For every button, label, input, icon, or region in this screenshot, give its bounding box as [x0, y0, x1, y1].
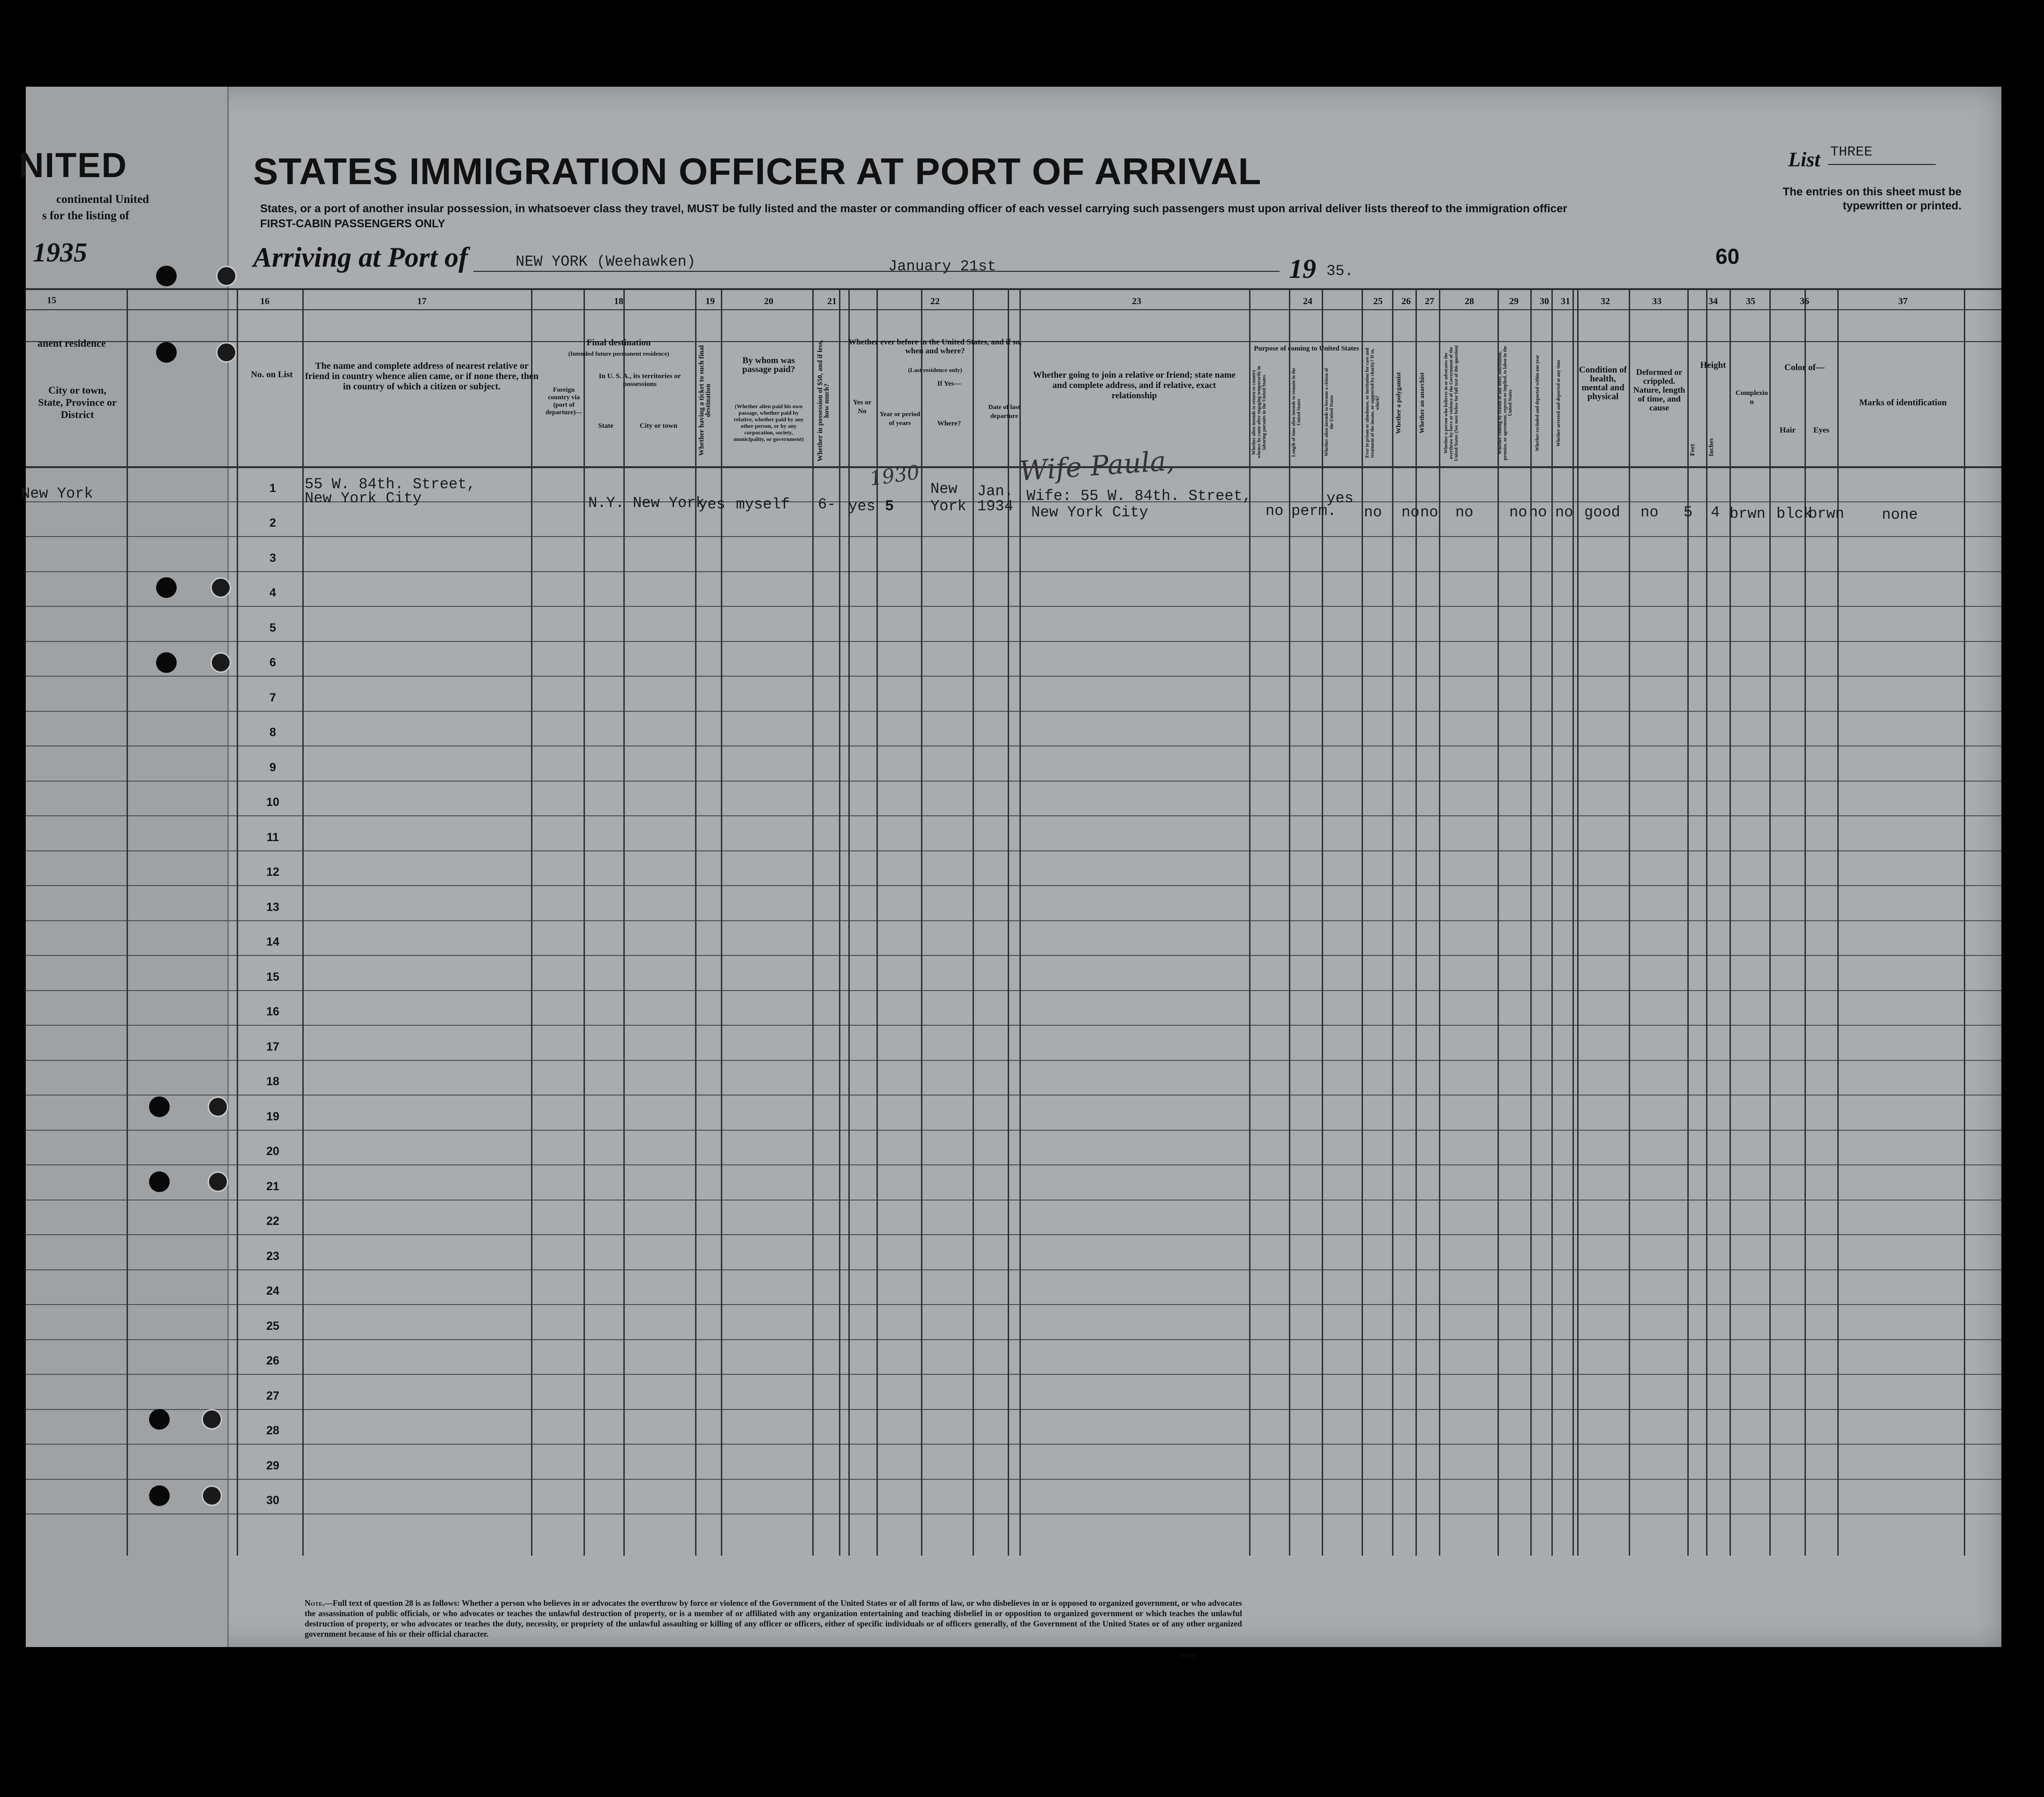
row-line	[26, 606, 2001, 607]
col-32-label: Condition of health, mental and physical	[1579, 365, 1627, 402]
row-line	[26, 1269, 2001, 1270]
col-23-label: Whether going to join a relative or friend; state name and complete address, and if relative, exact relationship	[1033, 370, 1236, 401]
entry-q29: no	[1509, 504, 1527, 521]
entry-polygamist: no	[1401, 504, 1420, 521]
column-line	[1551, 288, 1553, 1556]
entry-departure-line1: Jan.	[977, 483, 1013, 500]
binder-hole	[149, 1096, 170, 1117]
entry-money: 6-	[818, 496, 836, 513]
column-line	[973, 288, 974, 1556]
note-label: Note.	[305, 1598, 325, 1608]
note-text: —Full text of question 28 is as follows: Whether a person who believes in or advocates the overthrow by force or violence of the Government of the United States or of all forms of law, or who disbelieves in or is opposed to organized government, or who advocates the assassination of public officials, or who advocates or teaches the unlawful destruction of property, or is a member of or affiliated with any organization entertaining and teaching disbelief in or opposition to organized government or which teaches the unlawful destruction of property, or who advocates or teaches the duty, necessity, or propriety of the unlawful assaulting or killing of any officer or officers, either of specific individuals or of officers generally, of the Government of the United States or of any other organized government because of his or their official character.	[305, 1598, 1242, 1639]
column-line	[1249, 288, 1250, 1556]
left-residence-value: New York	[21, 485, 93, 502]
row-number: 7	[270, 691, 276, 704]
col-24-sub1: Whether alien intends to return to country whence he came after engaging temporarily in laboring pursuits in the United States	[1251, 366, 1267, 459]
row-line	[26, 1095, 2001, 1096]
column-line	[812, 288, 814, 1556]
entry-city: New York	[633, 494, 705, 512]
row-number: 19	[266, 1110, 279, 1123]
row-line	[26, 955, 2001, 956]
column-line	[1415, 288, 1417, 1556]
entry-before-years: 5	[885, 498, 894, 515]
row-line	[26, 850, 2001, 851]
row-number: 30	[266, 1494, 279, 1507]
row-number: 6	[270, 656, 276, 669]
col-25-number: 25	[1373, 296, 1383, 306]
col-24-sub3: Whether alien intends to become a citizen of the United States	[1324, 368, 1334, 457]
col-37-label: Marks of identification	[1859, 398, 1947, 408]
col-33-number: 33	[1652, 296, 1662, 306]
binder-hole	[216, 266, 237, 286]
entry-before-year-handwritten: 1930	[868, 460, 921, 491]
row-number: 23	[266, 1250, 279, 1263]
entry-inches: 4	[1711, 504, 1720, 521]
row-line	[26, 536, 2001, 537]
row-line	[26, 990, 2001, 991]
col-31-number: 31	[1561, 296, 1570, 306]
column-line	[1497, 288, 1499, 1556]
entry-ticket: yes	[698, 496, 726, 513]
entry-complexion: brwn	[1730, 505, 1766, 522]
col-20-number: 20	[764, 296, 773, 306]
left-subtitle-line1: continental United	[56, 193, 149, 206]
column-line	[1392, 288, 1393, 1556]
row-number: 13	[266, 901, 279, 914]
column-line	[839, 288, 840, 1556]
row-number: 9	[270, 761, 276, 774]
entry-prison: no	[1364, 504, 1382, 521]
year-value: 35.	[1326, 262, 1354, 280]
col-30-label: Whether excluded and deported within one year	[1535, 355, 1540, 451]
column-line	[1706, 288, 1707, 1556]
binder-hole	[156, 652, 177, 673]
binder-hole	[210, 577, 231, 598]
left-year: 1935	[33, 237, 87, 268]
row-number: 20	[266, 1145, 279, 1158]
col-20-sub: (Whether alien paid his own passage, whether paid by relative, whether paid by any other person, or by any corporation, society, municipality, or government)	[734, 403, 804, 442]
entry-join-handwritten: Wife Paula,	[1018, 444, 1176, 487]
column-line	[302, 288, 304, 1556]
row-number: 14	[266, 935, 279, 948]
entry-relative-line2: New York City	[305, 490, 422, 507]
entry-join-line2: New York City	[1031, 504, 1148, 521]
col-28-number: 28	[1465, 296, 1474, 306]
table-top-border	[26, 288, 2001, 290]
row-line	[26, 1374, 2001, 1375]
left-subtitle-line2: s for the listing of	[42, 209, 129, 222]
col-36-hair: Hair	[1780, 425, 1796, 434]
column-line	[695, 288, 696, 1556]
manifest-sheet	[26, 87, 2001, 1647]
col-27-label: Whether an anarchist	[1419, 372, 1426, 434]
col-31-label: Whether arrested and deported at any time	[1556, 359, 1561, 447]
row-number: 26	[266, 1354, 279, 1367]
binder-hole	[208, 1171, 228, 1192]
col-22-where: Where?	[937, 420, 961, 427]
binder-hole	[208, 1096, 228, 1117]
row-line	[26, 1304, 2001, 1305]
column-line	[1687, 288, 1689, 1556]
col-18-state: State	[598, 422, 614, 430]
col-36-label: Color of—	[1784, 363, 1825, 373]
column-line	[531, 288, 532, 1556]
col-36-eyes: Eyes	[1813, 425, 1829, 434]
row-number: 11	[266, 831, 279, 844]
col-24-number: 24	[1303, 296, 1312, 306]
entry-paid-by: myself	[736, 496, 790, 513]
col-18-city: City or town	[639, 422, 678, 430]
row-line	[26, 1164, 2001, 1165]
binder-hole	[202, 1485, 222, 1506]
list-label: List	[1788, 148, 1820, 171]
column-line	[1008, 288, 1009, 1556]
column-line	[721, 288, 722, 1556]
row-number: 10	[266, 796, 279, 809]
col-22-number: 22	[930, 296, 940, 306]
col-34-number: 34	[1708, 296, 1718, 306]
row-line	[26, 1025, 2001, 1026]
column-line	[1572, 288, 1574, 1556]
entry-deformed: no	[1640, 504, 1659, 521]
row-number: 2	[270, 516, 276, 529]
port-value: NEW YORK (Weehawken)	[516, 253, 696, 270]
entry-feet: 5	[1684, 504, 1693, 521]
col-28-label: Whether a person who believes in or advocates the overthrow by force or violence of the Government of the United States (See note below for full text of this question)	[1444, 345, 1459, 461]
header-bottom-border	[26, 466, 2001, 468]
row-line	[26, 571, 2001, 572]
sheet-number: 60	[1715, 244, 1740, 268]
row-number: 5	[270, 621, 276, 634]
arriving-label: Arriving at Port of	[253, 242, 468, 273]
entry-relative-line1: 55 W. 84th. Street,	[305, 476, 476, 493]
row-line	[26, 885, 2001, 886]
binder-hole	[156, 577, 177, 598]
entry-eyes: brwn	[1808, 505, 1844, 522]
column-line	[1439, 288, 1440, 1556]
permanent-residence-label: anent residence	[37, 337, 106, 349]
col-19-label: Whether having a ticket to such final destination	[698, 345, 712, 456]
binder-hole	[210, 652, 231, 673]
column-line	[1530, 288, 1532, 1556]
row-line	[26, 1444, 2001, 1445]
year-prefix: 19	[1289, 254, 1316, 284]
list-underline	[1828, 164, 1936, 165]
left-title-fragment: NITED	[19, 146, 127, 185]
col-37-number: 37	[1898, 296, 1908, 306]
col-29-number: 29	[1509, 296, 1519, 306]
column-line	[1964, 288, 1965, 1556]
col-27-number: 27	[1425, 296, 1434, 306]
col-34-inches: Inches	[1708, 438, 1715, 457]
entry-length: perm.	[1291, 502, 1337, 520]
col-36-number: 36	[1800, 296, 1809, 306]
col-21-number: 21	[827, 296, 837, 306]
col-22-sub: (Last residence only)	[908, 366, 962, 373]
row-number: 28	[266, 1424, 279, 1437]
row-line	[26, 1409, 2001, 1410]
row-number: 8	[270, 726, 276, 739]
col-34-feet: Feet	[1689, 444, 1696, 456]
row-line	[26, 1339, 2001, 1340]
entry-join-line1: Wife: 55 W. 84th. Street,	[1026, 487, 1252, 505]
entry-where-line2: York	[930, 498, 966, 515]
row-number: 1	[270, 482, 276, 495]
entry-state: N.Y.	[588, 494, 624, 512]
page-subtitle: States, or a port of another insular possession, in whatsoever class they travel, MUST be fully listed and the master or commanding officer of each vessel carrying such passengers must upon arrival deliver lists thereof to the immigration officer	[260, 202, 1567, 215]
row-number: 25	[266, 1320, 279, 1333]
col-22-date: Date of last departure	[988, 404, 1020, 420]
row-line	[26, 676, 2001, 677]
column-line	[1289, 288, 1290, 1556]
date-value: January 21st	[888, 258, 996, 275]
col-17-number: 17	[417, 296, 427, 306]
binder-hole	[216, 342, 237, 363]
row-line	[26, 815, 2001, 816]
column-line	[237, 288, 238, 1556]
column-line	[1837, 288, 1839, 1556]
colnum-row-border	[26, 309, 2001, 310]
entry-before-yes: yes	[848, 498, 876, 515]
row-number: 15	[266, 970, 279, 984]
binder-hole	[149, 1485, 170, 1506]
column-line	[921, 288, 922, 1556]
col-35-number: 35	[1746, 296, 1755, 306]
col-32-number: 32	[1601, 296, 1610, 306]
column-line	[1629, 288, 1630, 1556]
col-24-label: Purpose of coming to United States	[1254, 345, 1359, 352]
col-23-number: 23	[1132, 296, 1141, 306]
entry-marks: none	[1882, 506, 1918, 523]
col-18-sub: (Intended future permanent residence)	[568, 350, 669, 357]
row-line	[26, 1479, 2001, 1480]
entry-departure-line2: 1934	[977, 498, 1013, 515]
col-22-label: Whether ever before in the United States, and if so, when and where?	[848, 337, 1022, 355]
col-18-label: Final destination	[586, 338, 651, 348]
col-15-number: 15	[47, 295, 56, 306]
col-17-label: The name and complete address of nearest relative or friend in country whence alien came, or if none there, then in country of which a citizen or subject.	[305, 361, 539, 392]
list-value: THREE	[1830, 144, 1873, 160]
col-22-ifyes: If Yes—	[937, 380, 961, 388]
col-20-label: By whom was passage paid?	[742, 356, 795, 374]
row-number: 18	[266, 1075, 279, 1088]
city-town-label: City or town, State, Province or District	[38, 384, 117, 420]
entry-where-line1: New	[930, 480, 958, 498]
arriving-underline	[473, 271, 1280, 272]
binder-hole	[202, 1409, 222, 1430]
row-line	[26, 1234, 2001, 1235]
entry-anarchist: no	[1420, 504, 1438, 521]
col-30-number: 30	[1540, 296, 1549, 306]
row-number: 12	[266, 865, 279, 879]
binder-hole	[156, 342, 177, 363]
column-line	[848, 288, 850, 1556]
row-line	[26, 781, 2001, 782]
entry-health: good	[1584, 504, 1620, 521]
entries-note: The entries on this sheet must be typewritten or printed.	[1782, 186, 1962, 212]
row-line	[26, 920, 2001, 921]
row-number: 4	[270, 586, 276, 599]
col-16-label: No. on List	[251, 370, 293, 380]
col-33-label: Deformed or crippled. Nature, length of time, and cause	[1633, 367, 1685, 412]
row-number: 17	[266, 1040, 279, 1053]
row-line	[26, 641, 2001, 642]
binder-hole	[149, 1409, 170, 1430]
row-number: 21	[266, 1180, 279, 1193]
page-title: STATES IMMIGRATION OFFICER AT PORT OF ARRIVAL	[253, 150, 1262, 192]
row-number: 29	[266, 1459, 279, 1472]
row-line	[26, 1130, 2001, 1131]
row-number: 27	[266, 1389, 279, 1402]
row-number: 16	[266, 1005, 279, 1018]
entry-citizen: yes	[1326, 490, 1354, 507]
col-22-year: Year or period of years	[879, 411, 921, 427]
col-18-foreign: Foreign country via (port of departure)—	[545, 387, 583, 416]
col-19-number: 19	[705, 296, 715, 306]
column-line	[1730, 288, 1731, 1556]
col-26-number: 26	[1401, 296, 1411, 306]
col-21-label: Whether in possession of $50, and if less, how much?	[816, 340, 831, 462]
column-line	[1362, 288, 1363, 1556]
first-cabin-label: FIRST-CABIN PASSENGERS ONLY	[260, 217, 445, 230]
entry-q28: no	[1455, 504, 1474, 521]
row-number: 22	[266, 1215, 279, 1228]
col-26-label: Whether a polygamist	[1395, 372, 1402, 434]
row-number: 3	[270, 552, 276, 565]
question-28-note	[305, 1598, 1242, 1639]
note-form-code: 14-450	[1179, 1652, 1196, 1659]
row-line	[26, 1060, 2001, 1061]
binder-hole	[149, 1171, 170, 1192]
col-24-sub2: Length of time alien intends to remain in the United States	[1291, 368, 1302, 457]
column-line	[584, 288, 585, 1556]
column-line	[1322, 288, 1323, 1556]
col-22-yesno: Yes or No	[853, 399, 872, 415]
row-line	[26, 711, 2001, 712]
column-line	[1769, 288, 1771, 1556]
col-18-usa: In U. S. A., its territories or possessions	[599, 373, 681, 388]
col-25-label: Ever in prison or almshouse, or institution for care and treatment of the insane, or supported by charity? If so, which?	[1365, 348, 1380, 458]
column-line	[1804, 288, 1806, 1556]
row-number: 24	[266, 1284, 279, 1297]
col-29-label: Whether coming by reason of any offer, solicitation, promise, or agreement, express or implied, to labor in the United States	[1497, 346, 1513, 460]
entry-return: no	[1265, 502, 1284, 520]
column-line	[623, 288, 625, 1556]
col-34-label: Height	[1700, 360, 1726, 370]
entry-hair: blck	[1776, 505, 1812, 522]
entry-q30: no	[1529, 504, 1547, 521]
col-18-number: 18	[614, 296, 623, 306]
col-16-number: 16	[260, 296, 270, 306]
column-line	[1577, 288, 1579, 1556]
binder-hole	[156, 266, 177, 286]
entry-q31: no	[1555, 504, 1573, 521]
col-35-label: Complexion	[1735, 389, 1768, 406]
column-line	[127, 288, 128, 1556]
